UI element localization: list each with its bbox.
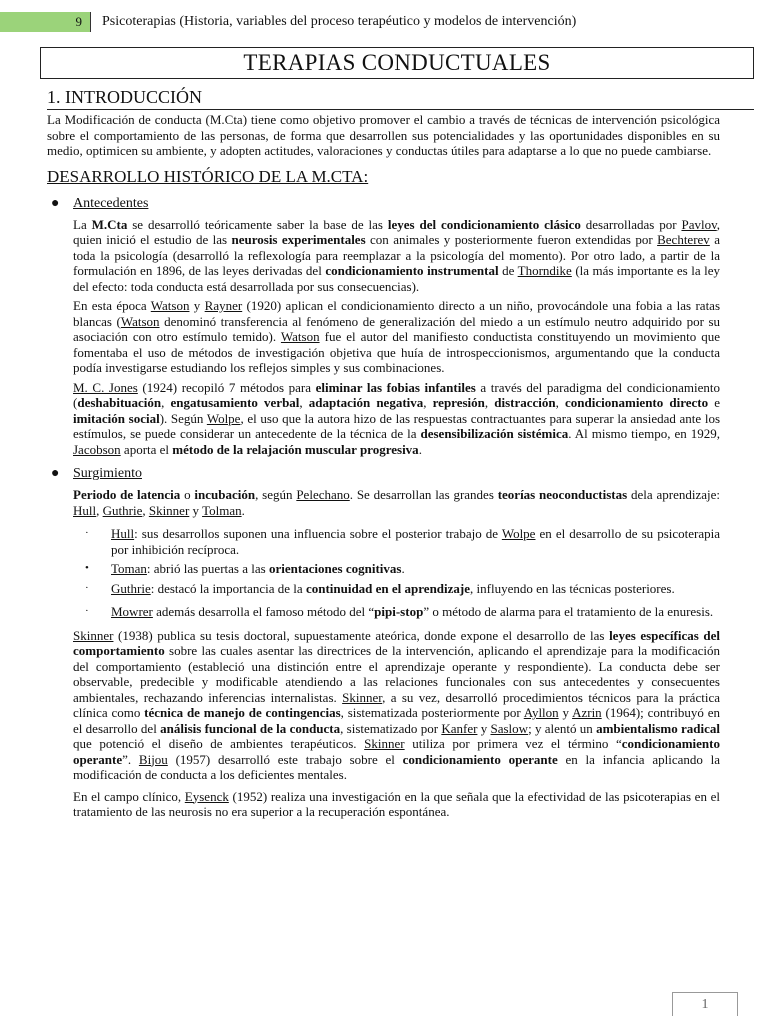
author-link: Skinner	[73, 627, 114, 643]
surgimiento-paragraph-2: Skinner (1938) publica su tesis doctoral, supuestamente ateórica, donde expone el desarrollo de las leyes específicas del comportamiento sobre las cuales asentar las directrices de la intervención, aplicando el aprendizaje para la modificación del comportamiento (estableció una distinción entre el aprendizaje operante y respondiente). La conducta debe ser observable, predecible y modificable atendiendo a las relaciones funcionales con sus antecedentes y consecuentes ambientales, rechazando inferencias internalistas. Skinner, a su vez, desarrolló procedimientos técnicos para la práctica clínica como técnica de manejo de contingencias, sistematizada posteriormente por Ayllon y Azrin (1964); contribuyó en el desarrollo del análisis funcional de la conducta, sistematizado por Kanfer y Saslow; y alentó un ambientalismo radical que potenció el diseño de ambientes terapéuticos. Skinner utiliza por primera vez el término “condicionamiento operante”. Bijou (1957) desarrolló este trabajo sobre el condicionamiento operante en la infancia aplicando la modificación de conducta a los deficientes mentales.	[73, 627, 721, 782]
author-link: Azrin	[572, 705, 602, 720]
bullet-label: Surgimiento	[73, 466, 142, 481]
main-title: TERAPIAS CONDUCTUALES	[243, 50, 551, 75]
subitem-mowrer: · Mowrer además desarrolla el famoso método del “pipi-stop” o método de alarma para el tratamiento de la enuresis.	[85, 604, 714, 619]
author-link: M. C. Jones	[73, 379, 138, 395]
bullet-antecedentes	[51, 195, 720, 213]
author-link: Jacobson	[73, 441, 121, 457]
author-link: Pavlov	[681, 216, 717, 232]
header-title: Psicoterapias (Historia, variables del proceso terapéutico y modelos de intervención)	[102, 14, 577, 29]
intro-paragraph: La Modificación de conducta (M.Cta) tiene como objetivo promover el cambio a través de técnicas de intervención psicológica sobre el comportamiento de las personas, de forma que desarrollen sus potencialidades y las oportunidades disponibles en su medio, optimicen su ambiente, y adopten actitudes, valoraciones y conductas útiles para adaptarse a lo que no puede cambiarse.	[47, 112, 720, 158]
author-link: Rayner	[204, 298, 243, 313]
bullet-surgimiento	[51, 465, 720, 483]
header-divider	[90, 12, 91, 32]
antecedentes-paragraph-3: M. C. Jones (1924) recopiló 7 métodos para eliminar las fobias infantiles a través del paradigma del condicionamiento (deshabituación, engatusamiento verbal, adaptación negativa, represión, distracción, condicionamiento directo e imitación social). Según Wolpe, el uso que la autora hizo de las respuestas contractuantes para superar la ansiedad ante los estímulos, se puede considerar un antecedente de la técnica de la desensibilización sistémica. Al mismo tiempo, en 1929, Jacobson aporta el método de la relajación muscular progresiva.	[73, 379, 721, 457]
author-link: Skinner	[148, 502, 190, 518]
author-link: Watson	[280, 329, 320, 344]
running-header	[0, 12, 768, 34]
subitem-guthrie: · Guthrie: destacó la importancia de la continuidad en el aprendizaje, influyendo en las técnicas posteriores.	[85, 580, 675, 596]
bullet-icon: ●	[51, 195, 60, 211]
antecedentes-paragraph-2: En esta época Watson y Rayner (1920) aplican el condicionamiento directo a un niño, provocándole una fobia a las ratas blancas (Watson denominó transferencia al fenómeno de generalización del miedo a un estímulo neutro adquirido por su asociación con otro estímulo temido). Watson fue el autor del manifiesto conductista constituyendo un movimiento que fomentaba el uso de métodos de investigación objetiva que huía de introspeccionismos, argumentando que la conducta podía investigarse estudiando los reflejos simples y sus combinaciones.	[73, 298, 721, 375]
author-link: Bechterev	[657, 232, 710, 247]
list-marker: ·	[85, 527, 89, 539]
history-heading: DESARROLLO HISTÓRICO DE LA M.CTA:	[47, 166, 369, 186]
author-link: Ayllon	[523, 705, 559, 720]
list-marker: ·	[85, 581, 89, 594]
author-link: Skinner	[364, 736, 405, 751]
author-link: Tolman	[202, 502, 242, 518]
author-link: Saslow	[490, 720, 529, 736]
intro-heading: 1. INTRODUCCIÓN	[47, 86, 754, 110]
author-link: Wolpe	[206, 410, 241, 426]
surgimiento-paragraph-1: Periodo de latencia o incubación, según Pelechano. Se desarrollan las grandes teorías neoconductistas dela aprendizaje: Hull, Guthrie, Skinner y Tolman.	[73, 487, 720, 518]
author-link: Pelechano	[296, 487, 350, 502]
author-link: Hull	[73, 502, 97, 518]
author-link: Eysenck	[184, 788, 229, 804]
list-marker: •	[85, 562, 89, 574]
author-link: Skinner	[342, 689, 383, 705]
subitem-hull: · Hull: sus desarrollos suponen una influencia sobre el posterior trabajo de Wolpe en el desarrollo de su psicoterapia por inhibición recíproca.	[85, 526, 720, 557]
author-link: Guthrie	[102, 502, 143, 518]
surgimiento-paragraph-3: En el campo clínico, Eysenck (1952) realiza una investigación en la que señala que la efectividad de las psicoterapias en el tratamiento de las neurosis no era superior a la recuperación espontánea.	[73, 788, 720, 819]
author-link: Watson	[150, 298, 190, 313]
antecedentes-paragraph-1: La M.Cta se desarrolló teóricamente saber la base de las leyes del condicionamiento clásico desarrolladas por Pavlov, quien inició el estudio de las neurosis experimentales con animales y posteriormente fueron extendidas por Bechterev a toda la psicología (desarrolló la reflexología para reemplazar a la psicología del momento). Por otro lado, a partir de la formulación en 1896, de las leyes derivadas del condicionamiento instrumental de Thorndike (la más importante es la ley del efecto: toda conducta está desarrollada por sus consecuencias).	[73, 216, 720, 294]
list-marker: ·	[85, 605, 89, 617]
bullet-icon: ●	[51, 466, 60, 481]
main-title-box	[40, 47, 754, 79]
author-link: Thorndike	[517, 263, 572, 278]
bullet-label: Antecedentes	[73, 195, 149, 211]
subitem-toman: • Toman: abrió las puertas a las orientaciones cognitivas.	[85, 561, 405, 576]
header-page-number: 9	[0, 12, 90, 32]
footer-page-number: 1	[672, 992, 738, 1016]
author-link: Kanfer	[441, 720, 478, 736]
author-link: Bijou	[138, 751, 168, 767]
document-body	[47, 112, 720, 820]
author-link: Watson	[120, 313, 160, 329]
